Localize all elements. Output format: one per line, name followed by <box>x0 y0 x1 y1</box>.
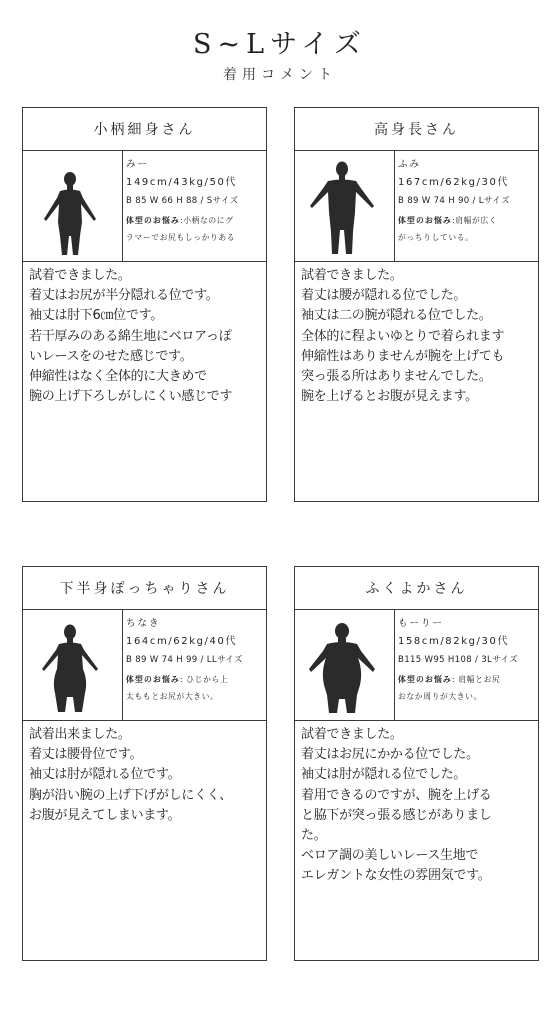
comment-line: 伸縮性はありませんが腕を上げても <box>301 348 505 364</box>
model-measurements: B115 W95 H108 / 3Lサイズ <box>398 655 519 665</box>
card-divider <box>295 261 538 262</box>
worry-text-cont: がっちりしている。 <box>398 233 474 242</box>
model-stats: 167cm/62kg/30代 <box>398 177 510 188</box>
worry-text: :小柄なのにグ <box>179 216 234 225</box>
comment-line: 袖丈は肘が隠れる位です。 <box>29 767 181 783</box>
comment-line: いレースをのせた感じです。 <box>29 348 193 364</box>
model-name: ちなき <box>126 618 161 629</box>
model-stats: 149cm/43kg/50代 <box>126 177 238 188</box>
worry-label: 体型のお悩み <box>126 675 180 684</box>
comment-line: 腕を上げるとお腹が見えます。 <box>301 389 478 405</box>
model-stats: 164cm/62kg/40代 <box>126 636 238 647</box>
fitting-comment <box>301 725 534 887</box>
card-heading: ふくよかさん <box>295 567 538 610</box>
model-stats: 158cm/82kg/30代 <box>398 636 510 647</box>
comment-line: 試着できました。 <box>301 727 403 742</box>
model-card-pear <box>22 566 267 961</box>
comment-line: 袖丈は肘下6㎝位です。 <box>29 308 163 324</box>
body-worry <box>126 671 262 705</box>
comment-line: 袖丈は肘が隠れる位でした。 <box>301 767 467 783</box>
page-subtitle: 着用コメント <box>223 67 337 83</box>
comment-line: 着丈は腰が隠れる位でした。 <box>301 288 467 304</box>
card-divider <box>295 720 538 721</box>
worry-label: 体型のお悩み <box>126 216 180 225</box>
comment-line: 着丈はお尻にかかる位でした。 <box>301 747 479 763</box>
comment-line: た。 <box>301 828 327 844</box>
worry-text: : ひじから上 <box>179 675 229 684</box>
model-profile <box>398 609 534 720</box>
model-name: もーりー <box>398 618 445 629</box>
model-name: ふみ <box>398 159 422 170</box>
comment-line: 着丈は腰骨位です。 <box>29 747 143 763</box>
worry-text: : 肩幅とお尻 <box>451 675 501 684</box>
comment-line: 試着できました。 <box>301 268 403 283</box>
slim-petite-silhouette-icon <box>23 150 123 261</box>
card-heading: 下半身ぽっちゃりさん <box>23 567 266 610</box>
body-worry <box>126 212 262 246</box>
comment-line: 伸縮性はなく全体的に大きめで <box>29 369 207 385</box>
fitting-comment <box>29 725 262 826</box>
comment-line: 若干厚みのある綿生地にベロアっぽ <box>29 328 232 344</box>
comment-line: 全体的に程よいゆとりで着られます <box>301 328 505 344</box>
tall-silhouette-icon <box>295 150 395 261</box>
card-divider <box>23 261 266 262</box>
worry-text-cont: おなか周りが大きい。 <box>398 692 482 701</box>
worry-label: 体型のお悩み <box>398 216 452 225</box>
comment-line: ベロア調の美しいレース生地で <box>301 848 479 864</box>
worry-text-cont: ラマーでお尻もしっかりある <box>126 233 236 242</box>
plump-silhouette-icon <box>295 609 395 720</box>
pear-silhouette-icon <box>23 609 123 720</box>
comment-line: 腕の上げ下ろしがしにくい感じです <box>29 389 233 405</box>
comment-line: と脇下が突っ張る感じがありまし <box>301 807 492 823</box>
comment-line: お腹が見えてしまいます。 <box>29 807 181 823</box>
comment-line: 試着できました。 <box>29 268 131 283</box>
body-worry <box>398 671 534 705</box>
fitting-comment <box>29 266 262 407</box>
worry-text: :肩幅が広く <box>451 216 498 225</box>
model-measurements: B 85 W 66 H 88 / Sサイズ <box>126 196 239 206</box>
card-divider <box>23 720 266 721</box>
model-card-slim-petite <box>22 107 267 502</box>
worry-label: 体型のお悩み <box>398 675 452 684</box>
page-title: S~Lサイズ <box>193 29 367 60</box>
model-profile <box>398 150 534 261</box>
comment-line: 着用できるのですが、腕を上げる <box>301 787 492 803</box>
comment-line: 突っ張る所はありませんでした。 <box>301 369 492 385</box>
model-profile <box>126 150 262 261</box>
model-card-tall <box>294 107 539 502</box>
model-profile <box>126 609 262 720</box>
comment-line: 試着出来ました。 <box>29 727 131 742</box>
comment-line: 袖丈は二の腕が隠れる位でした。 <box>301 308 492 324</box>
model-card-plump <box>294 566 539 961</box>
model-measurements: B 89 W 74 H 99 / LLサイズ <box>126 655 243 665</box>
worry-text-cont: 太ももとお尻が大きい。 <box>126 692 219 701</box>
fitting-comment <box>301 266 534 407</box>
model-measurements: B 89 W 74 H 90 / Lサイズ <box>398 196 510 206</box>
body-worry <box>398 212 534 246</box>
card-heading: 小柄細身さん <box>23 108 266 151</box>
card-heading: 高身長さん <box>295 108 538 151</box>
comment-line: エレガントな女性の雰囲気です。 <box>301 868 491 884</box>
model-name: みー <box>126 159 150 170</box>
comment-line: 胸が沿い腕の上げ下げがしにくく、 <box>29 787 232 803</box>
comment-line: 着丈はお尻が半分隠れる位です。 <box>29 288 219 304</box>
